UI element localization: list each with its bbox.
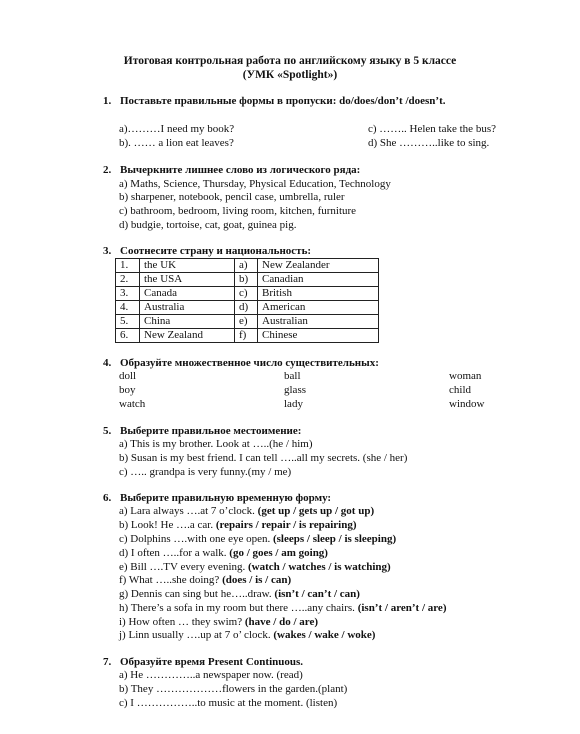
q6-item: c) Dolphins ….with one eye open. (sleeps / sleep / is sleeping) bbox=[119, 533, 397, 545]
q1-item-d: d) She ………..like to sing. bbox=[368, 137, 490, 149]
q2-item-b: b) sharpener, notebook, pencil case, umbrella, ruler bbox=[119, 191, 345, 203]
word-item: child bbox=[449, 384, 471, 396]
q6-item: h) There’s a sofa in my room but there …..any chairs. (isn’t / aren’t / are) bbox=[119, 602, 447, 614]
word-item: lady bbox=[284, 398, 303, 410]
letter-cell: c) bbox=[235, 287, 258, 301]
word-item: ball bbox=[284, 370, 301, 382]
q4-heading: 4. Образуйте множественное число существительных: bbox=[103, 357, 379, 369]
q1-item-c: c) …….. Helen take the bus? bbox=[368, 123, 496, 135]
table-row bbox=[116, 315, 379, 329]
row-number: 3. bbox=[116, 287, 140, 301]
q6-item: g) Dennis can sing but he…..draw. (isn’t / can’t / can) bbox=[119, 588, 360, 600]
table-row bbox=[116, 287, 379, 301]
table-row bbox=[116, 329, 379, 343]
q6-item: f) What …..she doing? (does / is / can) bbox=[119, 574, 292, 586]
worksheet-title: Итоговая контрольная работа по английскому языку в 5 классе bbox=[123, 55, 457, 67]
q3-heading: 3. Соотнесите страну и национальность: bbox=[103, 245, 312, 257]
letter-cell: d) bbox=[235, 301, 258, 315]
nationality-cell: New Zealander bbox=[258, 259, 379, 273]
row-number: 4. bbox=[116, 301, 140, 315]
q2-item-a: a) Maths, Science, Thursday, Physical Education, Technology bbox=[119, 178, 391, 190]
country-cell: Australia bbox=[140, 301, 235, 315]
country-cell: the USA bbox=[140, 273, 235, 287]
q6-item: a) Lara always ….at 7 o’clock. (get up / gets up / got up) bbox=[119, 505, 375, 517]
row-number: 2. bbox=[116, 273, 140, 287]
q1-item-b: b). …… a lion eat leaves? bbox=[119, 137, 234, 149]
word-item: window bbox=[449, 398, 485, 410]
letter-cell: a) bbox=[235, 259, 258, 273]
q5-item-b: b) Susan is my best friend. I can tell …..all my secrets. (she / her) bbox=[119, 452, 408, 464]
row-number: 5. bbox=[116, 315, 140, 329]
q7-item-c: c) I ……………..to music at the moment. (listen) bbox=[119, 697, 338, 709]
row-number: 6. bbox=[116, 329, 140, 343]
q1-item-a: a)………I need my book? bbox=[119, 123, 235, 135]
worksheet-subtitle: (УМК «Spotlight») bbox=[242, 69, 338, 81]
country-nationality-table bbox=[115, 258, 379, 343]
country-cell: China bbox=[140, 315, 235, 329]
row-number: 1. bbox=[116, 259, 140, 273]
q5-item-a: a) This is my brother. Look at …..(he / him) bbox=[119, 438, 313, 450]
nationality-cell: Canadian bbox=[258, 273, 379, 287]
nationality-cell: British bbox=[258, 287, 379, 301]
q6-item: e) Bill ….TV every evening. (watch / watches / is watching) bbox=[119, 561, 391, 573]
q6-item: b) Look! He ….a car. (repairs / repair / is repairing) bbox=[119, 519, 357, 531]
table-row bbox=[116, 273, 379, 287]
q7-item-b: b) They ………………flowers in the garden.(plant) bbox=[119, 683, 348, 695]
nationality-cell: American bbox=[258, 301, 379, 315]
nationality-cell: Australian bbox=[258, 315, 379, 329]
word-item: doll bbox=[119, 370, 137, 382]
q2-heading: 2. Вычеркните лишнее слово из логического ряда: bbox=[103, 164, 361, 176]
q5-item-c: c) ….. grandpa is very funny.(my / me) bbox=[119, 466, 292, 478]
country-cell: the UK bbox=[140, 259, 235, 273]
q7-item-a: a) He …………..a newspaper now. (read) bbox=[119, 669, 303, 681]
word-item: woman bbox=[449, 370, 482, 382]
q6-item: d) I often …..for a walk. (go / goes / am going) bbox=[119, 547, 328, 559]
letter-cell: e) bbox=[235, 315, 258, 329]
table-row bbox=[116, 301, 379, 315]
q1-heading: 1. Поставьте правильные формы в пропуски: do/does/don’t /doesn’t. bbox=[103, 95, 446, 107]
word-item: watch bbox=[119, 398, 146, 410]
q6-item: j) Linn usually ….up at 7 o’ clock. (wakes / wake / woke) bbox=[119, 629, 376, 641]
q5-heading: 5. Выберите правильное местоимение: bbox=[103, 425, 302, 437]
country-cell: Canada bbox=[140, 287, 235, 301]
q6-item: i) How often … they swim? (have / do / are) bbox=[119, 616, 318, 628]
q7-heading: 7. Образуйте время Present Continuous. bbox=[103, 656, 304, 668]
q6-heading: 6. Выберите правильную временную форму: bbox=[103, 492, 332, 504]
q2-item-d: d) budgie, tortoise, cat, goat, guinea pig. bbox=[119, 219, 297, 231]
q2-item-c: c) bathroom, bedroom, living room, kitchen, furniture bbox=[119, 205, 357, 217]
letter-cell: f) bbox=[235, 329, 258, 343]
nationality-cell: Chinese bbox=[258, 329, 379, 343]
word-item: boy bbox=[119, 384, 136, 396]
letter-cell: b) bbox=[235, 273, 258, 287]
word-item: glass bbox=[284, 384, 306, 396]
table-row bbox=[116, 259, 379, 273]
country-cell: New Zealand bbox=[140, 329, 235, 343]
